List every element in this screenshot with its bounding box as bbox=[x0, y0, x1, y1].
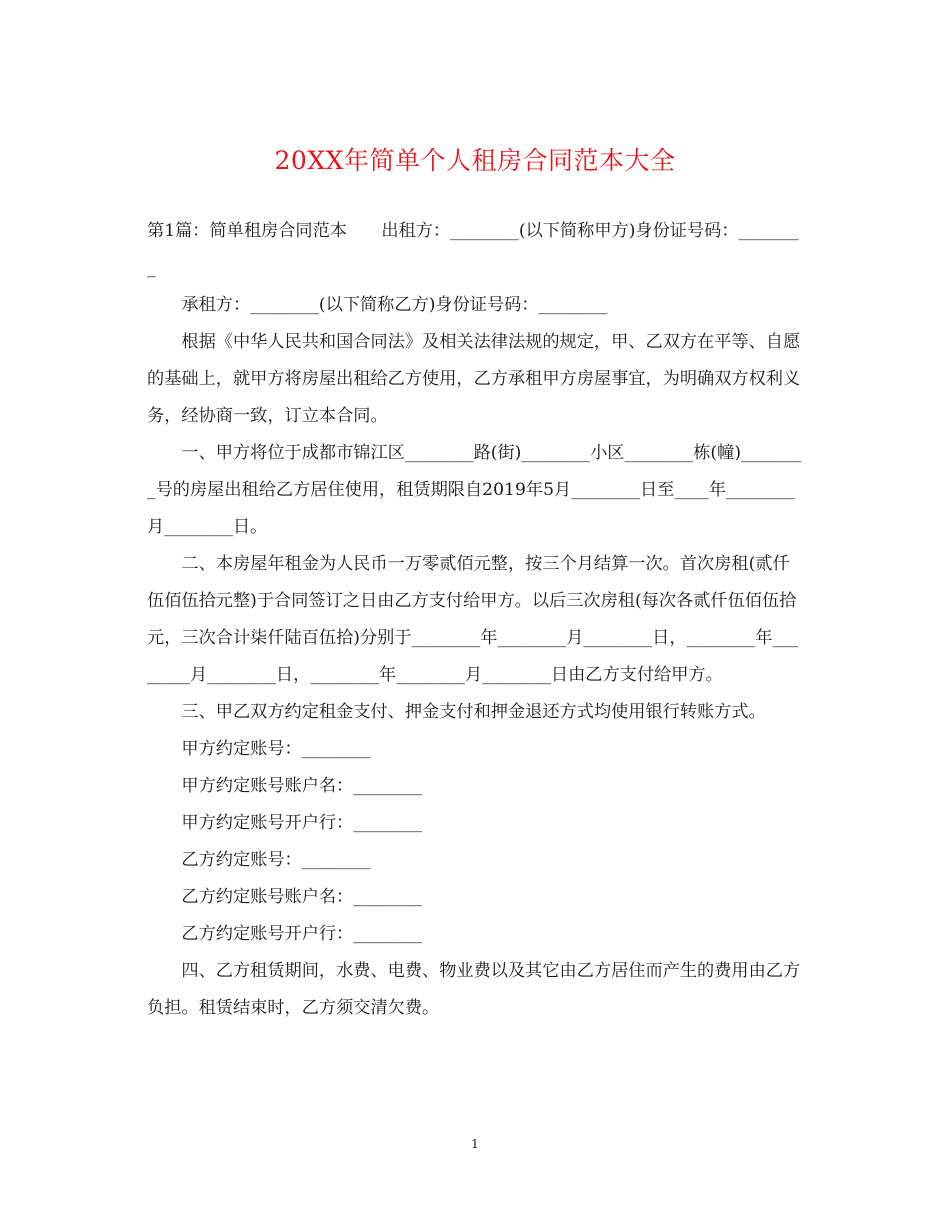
page-number: 1 bbox=[471, 1137, 479, 1151]
paragraph-10: 乙方约定账号：________ bbox=[181, 850, 371, 870]
paragraph-8: 甲方约定账号账户名：________ bbox=[181, 776, 423, 796]
paragraph-2: 承租方：________(以下简称乙方)身份证号码：________ bbox=[181, 295, 608, 315]
paragraph-3: 根据《中华人民共和国合同法》及相关法律法规的规定，甲、乙双方在平等、自愿的基础上，就甲方将房屋出租给乙方使用，乙方承租甲方房屋事宜，为明确双方权利义务，经协商一致，订立本合同。 bbox=[147, 332, 801, 426]
document-title: 20XX年简单个人租房合同范本大全 bbox=[274, 146, 676, 175]
paragraph-4: 一、甲方将位于成都市锦江区________路(街)________小区________栋(幢)________号的房屋出租给乙方居住使用，租赁期限自2019年5月________日至____年________月________日。 bbox=[147, 443, 802, 537]
paragraph-9: 甲方约定账号开户行：________ bbox=[181, 813, 423, 833]
paragraph-6: 三、甲乙双方约定租金支付、押金支付和押金退还方式均使用银行转账方式。 bbox=[181, 702, 766, 722]
paragraph-1: 第1篇：简单租房合同范本 出租方：________(以下简称甲方)身份证号码：________ bbox=[147, 221, 799, 278]
paragraph-5: 二、本房屋年租金为人民币一万零贰佰元整，按三个月结算一次。首次房租(贰仟伍佰伍拾元整)于合同签订之日由乙方支付给甲方。以后三次房租(每次各贰仟伍佰伍拾元，三次合计柒仟陆百伍拾)分别于________年________月________日，________年________月________日，________年________月________日由乙方支付给甲方。 bbox=[147, 554, 799, 685]
paragraph-12: 乙方约定账号开户行：________ bbox=[181, 924, 423, 944]
paragraph-13: 四、乙方租赁期间，水费、电费、物业费以及其它由乙方居住而产生的费用由乙方负担。租赁结束时，乙方须交清欠费。 bbox=[147, 961, 801, 1018]
paragraph-7: 甲方约定账号：________ bbox=[181, 739, 371, 759]
paragraph-11: 乙方约定账号账户名：________ bbox=[181, 887, 423, 907]
document-body bbox=[147, 213, 803, 1027]
